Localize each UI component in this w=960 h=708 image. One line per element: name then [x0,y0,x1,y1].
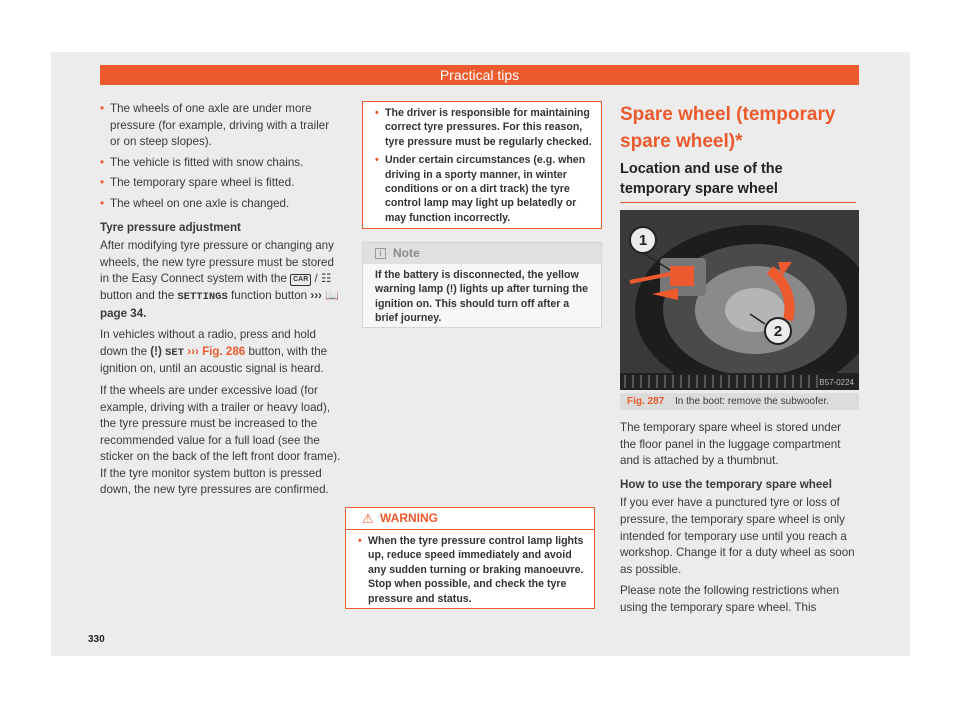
page-reference[interactable]: page 34. [100,306,147,320]
list-item: • The driver is responsible for maintaining correct tyre pressures. For this reason, tyre pressure must be regularly checked. [375,106,593,149]
warning-triangle-icon: ⚠ [362,511,374,526]
figure-code: B57-0224 [819,378,854,387]
paragraph: The temporary spare wheel is stored under the floor panel in the luggage compartment and is attached by a thumbnut. [620,421,842,468]
book-icon: 📖 [325,289,339,302]
section-title: Spare wheel (temporary spare wheel)* [620,104,836,152]
list-item: • The wheels of one axle are under more pressure (for example, driving with a trailer or on steep slopes). [100,101,342,151]
figure-reference[interactable]: ››› Fig. 286 [187,344,246,358]
spare-wheel-illustration [620,210,859,390]
callout-1-label: 1 [638,232,648,249]
paragraph: After modifying tyre pressure or changing any wheels, the new tyre pressure must be stored in the Easy Connect system with the CAR / ☷ button and the SETTINGS function button ››› 📖 page 34. [100,239,339,320]
paragraph: In vehicles without a radio, press and hold down the (!) SET ››› Fig. 286 button, with the ignition on, until an acoustic signal is heard. [100,328,328,376]
caution-box [362,101,602,229]
list-item: • The wheel on one axle is changed. [100,196,342,213]
list-item: • Under certain circumstances (e.g. when driving in a sporty manner, in winter conditions or on a dirt track) the tyre control lamp may light up belatedly or may function incorrectly. [375,153,593,225]
tyre-warning-icon: (!) [150,344,162,358]
list-item: • The vehicle is fitted with snow chains. [100,155,342,172]
figure-image [620,210,859,390]
note-box [362,242,602,328]
subsection-title: Location and use of the temporary spare wheel [620,159,856,203]
figure-number: Fig. 287 [627,396,665,407]
list-item: • The temporary spare wheel is fitted. [100,175,342,192]
car-button-icon: CAR [290,274,311,286]
section-heading: Tyre pressure adjustment [100,220,241,234]
right-column [620,420,859,622]
section-heading: How to use the temporary spare wheel [620,477,832,491]
page-number: 330 [88,634,105,645]
paragraph: Please note the following restrictions when using the temporary spare wheel. This [620,584,840,614]
paragraph: If the wheels are under excessive load (for example, driving with a trailer or heavy load), the tyre pressure must be increased to the recommended value for a full load (see the sticker on the back of the left front door frame). If the tyre monitor system button is pressed down, the new tyre pressures are confirmed. [100,383,341,497]
settings-icon: ☷ [321,272,332,286]
warning-text: • When the tyre pressure control lamp lights up, reduce speed immediately and avoid any sudden turning or braking manoeuvre. Stop when possible, and check the tyre pressure and status. [358,534,586,606]
note-text: If the battery is disconnected, the yellow warning lamp (!) lights up after turning the ignition on. This should turn off after a brief journey. [375,269,589,325]
figure-caption [620,393,859,410]
figure-caption-text: In the boot: remove the subwoofer. [675,396,830,407]
warning-title-row: ⚠ WARNING [346,508,594,530]
left-column [100,101,342,504]
note-title-row: i Note [363,243,601,264]
chapter-header: Practical tips [100,65,859,85]
paragraph: If you ever have a punctured tyre or loss of pressure, the temporary spare wheel is only intended for temporary use until you reach a workshop. Change it for a duty wheel as soon as possible. [620,496,855,576]
callout-2-label: 2 [773,323,783,340]
info-icon: i [375,248,386,259]
warning-box [345,507,595,609]
